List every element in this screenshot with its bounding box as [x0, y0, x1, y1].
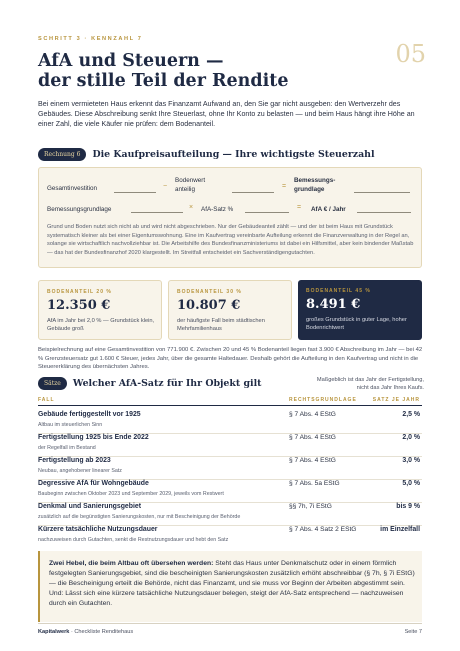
scenario-card-description: der häufigste Fall beim städtischen Mehrfamilienhaus — [177, 318, 265, 332]
formula-bodenwert-label — [175, 176, 205, 194]
page-title — [38, 51, 358, 91]
scenario-card-45 — [298, 280, 422, 340]
row-subtitle: Neubau, angehobener linearer Satz — [38, 468, 122, 474]
formula-input-line — [245, 212, 289, 213]
chapter-number: 05 — [395, 40, 426, 68]
page-title-line-2: der stille Teil der Rendite — [38, 71, 289, 91]
row-legal-basis: § 7 Abs. 4 EStG — [289, 434, 336, 441]
page-title-line-1: AfA und Steuern — — [38, 51, 224, 71]
scenario-card-value: 8.491 € — [306, 297, 361, 312]
scenario-card-description: AfA im Jahr bei 2,0 % — Grundstück klein, Gebäude groß — [47, 318, 155, 332]
formula-bemessungsgrundlage-line-1: Bemessungs- — [294, 177, 336, 184]
row-title: Fertigstellung 1925 bis Ende 2022 — [38, 434, 149, 441]
rates-pill: Sätze — [38, 377, 67, 390]
row-subtitle: zusätzlich auf die begünstigten Sanierungskosten, nur mit Bescheinigung der Behörde — [38, 514, 241, 520]
formula-bodenwert-line-1: Bodenwert — [175, 177, 206, 184]
formula-gesamtinvestition-label: Gesamtinvestition — [47, 185, 98, 192]
row-subtitle: der Regelfall im Bestand — [38, 445, 96, 451]
row-title: Denkmal und Sanierungsgebiet — [38, 503, 141, 510]
formula-input-line — [131, 212, 183, 213]
formula-afa-rate-label: AfA-Satz % — [201, 206, 234, 213]
formula-input-line — [232, 192, 274, 193]
formula-result-line — [354, 192, 410, 193]
footer-divider — [38, 623, 422, 624]
calc-section-title: Die Kaufpreisaufteilung — Ihre wichtigste Steuerzahl — [92, 149, 375, 160]
formula-afa-result-label: AfA € / Jahr — [311, 206, 346, 213]
row-title: Degressive AfA für Wohngebäude — [38, 480, 149, 487]
scenario-card-description: großes Grundstück in guter Lage, hoher Bodenrichtwert — [306, 317, 407, 331]
row-rate: 2,0 % — [402, 434, 420, 441]
rates-section-title: Welcher AfA-Satz für Ihr Objekt gilt — [72, 378, 262, 389]
calc-section-heading — [38, 148, 375, 161]
formula-input-line — [114, 192, 156, 193]
row-subtitle: nachzuweisen durch Gutachten, senkt die Restnutzungsdauer und hebt den Satz — [38, 537, 229, 543]
calc-pill: Rechnung 6 — [38, 148, 86, 161]
row-rate: 3,0 % — [402, 457, 420, 464]
tip-callout — [38, 551, 422, 622]
row-title: Gebäude fertiggestellt vor 1925 — [38, 411, 141, 418]
table-row — [38, 503, 422, 527]
scenario-card-value: 10.807 € — [177, 298, 241, 313]
footer-brand-name: Kapitalwerk — [38, 629, 70, 635]
row-title: Fertigstellung ab 2023 — [38, 457, 111, 464]
formula-bemessungsgrundlage-label — [294, 176, 335, 194]
table-row — [38, 526, 422, 550]
formula-equals-operator: = — [297, 204, 302, 211]
callout-text — [49, 559, 417, 609]
row-legal-basis: § 7 Abs. 4 EStG — [289, 457, 336, 464]
scenario-card-label: BODENANTEIL 30 % — [177, 289, 242, 295]
footer-page-number: Seite 7 — [404, 629, 422, 635]
formula-base-label: Bemessungsgrundlage — [47, 206, 112, 213]
formula-equals-operator: = — [282, 183, 287, 190]
formula-result-line — [357, 212, 411, 213]
row-rate: im Einzelfall — [380, 526, 420, 533]
example-calculation-note: Beispielrechnung auf eine Gesamtinvestition von 771.900 €. Zwischen 20 und 45 % Bodenanteil liegen fast 3.900 € Abschreibung im Jahr — bei 42 % Grenzsteuersatz gut 1.600 € Steuer, jedes Jahr, über die gesamte Haltedauer. Deshalb gehört die Aufteilung in den Kaufvertrag und nicht in die Steuererklärung des übernächsten Jahres. — [38, 347, 423, 370]
table-header-case: FALL — [38, 397, 55, 403]
row-legal-basis: § 7 Abs. 5a EStG — [289, 480, 340, 487]
table-row — [38, 411, 422, 435]
row-rate: 2,5 % — [402, 411, 420, 418]
footer-doc-title: · Checkliste Renditehaus — [69, 629, 134, 635]
table-row — [38, 457, 422, 481]
row-subtitle: Baubeginn zwischen Oktober 2023 und September 2029, jeweils vom Restwert — [38, 491, 224, 497]
row-legal-basis: § 7 Abs. 4 Satz 2 EStG — [289, 526, 357, 533]
formula-times-operator: × — [189, 204, 194, 211]
table-header-basis: RECHTSGRUNDLAGE — [289, 397, 357, 403]
rates-section-heading — [38, 377, 262, 390]
row-subtitle: Altbau im steuerlichen Sinn — [38, 422, 103, 428]
table-row — [38, 480, 422, 504]
table-header-rate: SATZ JE JAHR — [372, 397, 420, 403]
formula-minus-operator: − — [163, 183, 168, 190]
table-header-rule — [38, 405, 422, 406]
section-eyebrow: SCHRITT 3 · KENNZAHL 7 — [38, 36, 143, 42]
row-rate: bis 9 % — [396, 503, 420, 510]
formula-bemessungsgrundlage-line-2: grundlage — [294, 186, 325, 193]
row-legal-basis: §§ 7h, 7i EStG — [289, 503, 332, 510]
table-row — [38, 434, 422, 458]
formula-box — [38, 167, 422, 268]
formula-bodenwert-line-2: anteilig — [175, 186, 195, 193]
callout-body: Steht das Haus unter Denkmalschutz oder in einem förmlich festgelegten Sanierungsgebiet, sind die bescheinigten Sanierungskosten zusätzlich erhöht abschreibbar (§ 7h, § 7i EStG) — die Bescheinigung erteilt die Behörde, nicht das Finanzamt, und sie muss vor Beginn der Arbeiten abgestimmt sein. Und: Lässt sich eine kürzere tatsächliche Nutzungsdauer belegen, steigt der AfA-Satz entsprechend — nachzuweisen durch ein Gutachten. — [49, 560, 415, 607]
scenario-card-label: BODENANTEIL 45 % — [306, 288, 371, 294]
rates-note: Maßgeblich ist das Jahr der Fertigstellung, nicht das Jahr Ihres Kaufs. — [316, 377, 424, 391]
scenario-card-value: 12.350 € — [47, 298, 111, 313]
scenario-card-label: BODENANTEIL 20 % — [47, 289, 112, 295]
row-title: Kürzere tatsächliche Nutzungsdauer — [38, 526, 158, 533]
callout-lead: Zwei Hebel, die beim Altbau oft übersehen werden: — [49, 560, 214, 567]
row-rate: 5,0 % — [402, 480, 420, 487]
scenario-card-30 — [168, 280, 292, 340]
intro-paragraph: Bei einem vermieteten Haus erkennt das Finanzamt Aufwand an, den Sie gar nicht ausgeben: den Wertverzehr des Gebäudes. Diese Abschreibung senkt Ihre Steuerlast, ohne Ihr Konto zu belasten — und beim Haus hängt ihre Höhe an einer Zahl, die viele Käufer nie prüfen: dem Bodenanteil. — [38, 100, 415, 129]
row-legal-basis: § 7 Abs. 4 EStG — [289, 411, 336, 418]
scenario-card-20 — [38, 280, 162, 340]
formula-explanation: Grund und Boden nutzt sich nicht ab und wird nicht abgeschrieben. Nur der Gebäudeanteil zählt — und der ist beim Haus mit Grundstück systematisch kleiner als bei einer Eigentumswohnung. Eine im Kaufvertrag vereinbarte Aufteilung erkennt die Finanzverwaltung in der Regel an, solange sie wirtschaftlich nachvollziehbar ist. Die Arbeitshilfe des Bundesfinanzministeriums ist dabei ein Hilfsmittel, aber kein bindender Maßstab — das hat der Bundesfinanzhof 2020 klargestellt. Im Streitfall entscheidet ein Sachverständigengutachten. — [47, 224, 414, 256]
footer-brand — [38, 629, 133, 635]
